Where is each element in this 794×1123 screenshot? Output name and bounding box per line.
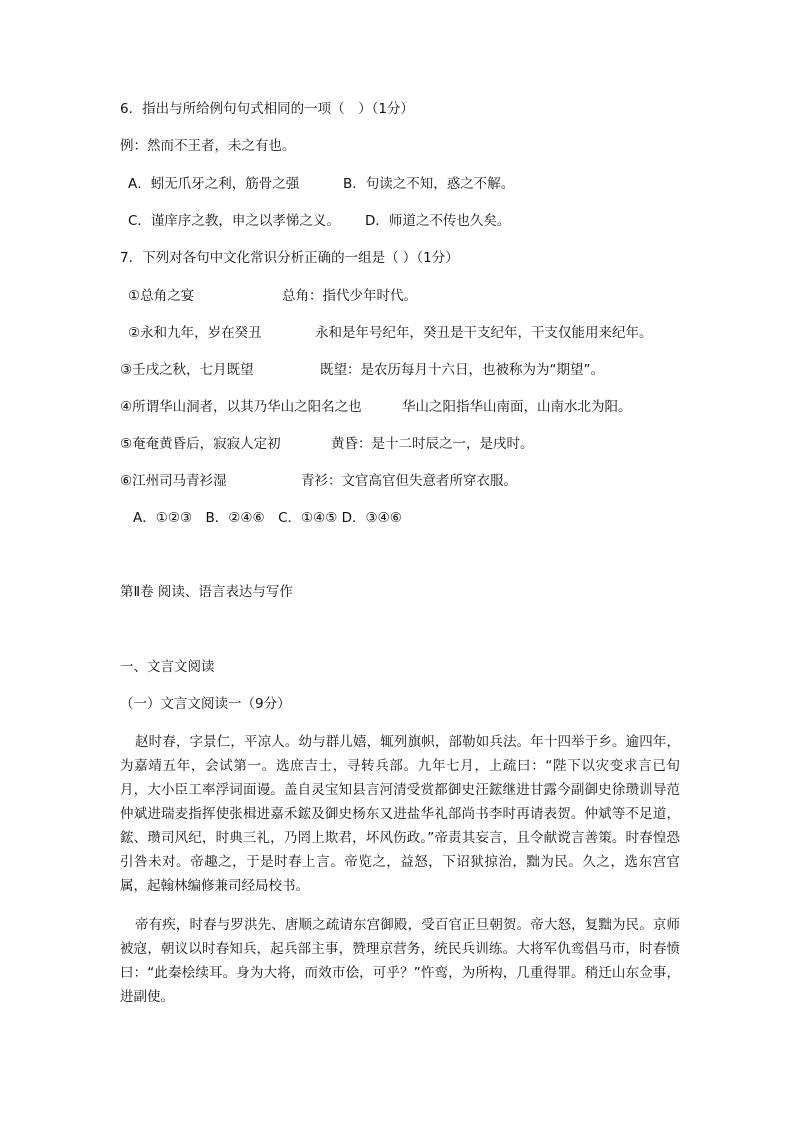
- question-6-example: 例：然而不王者，未之有也。: [120, 138, 296, 154]
- question-6-option-c: C．谨庠序之教，申之以孝悌之义。: [128, 213, 340, 229]
- passage-paragraph-1: 赵时春，字景仁，平凉人。幼与群儿嬉，辄列旗帜，部勒如兵法。年十四举于乡。逾四年，为嘉靖五年，会试第一。选庶吉士，寻转兵部。九年七月，上疏曰：“陛下以灾变求言已旬月，大小臣工率浮词面谩。盖自灵宝知县言河清受赏都御史汪鋐继进甘露今副御史徐瓒训导范仲斌进瑞麦指挥使张楫进嘉禾鋐及御史杨东又进盐华礼部尚书李时再请表贺。仲斌等不足道，鋐、瓒司风纪，时典三礼，乃罔上欺君，坏风伤政。”帝责其妄言，且令献谠言善策。时春惶恐引咎未对。帝趣之，于是时春上言。帝览之，益怒，下诏狱掠治，黜为民。久之，选东宫官属，起翰林编修兼司经局校书。: [120, 734, 680, 894]
- passage-paragraph-2: 帝有疾，时春与罗洪先、唐顺之疏请东宫御殿，受百官正旦朝贺。帝大怒，复黜为民。京师被寇，朝议以时春知兵，起兵部主事，赞理京营务，统民兵训练。大将军仇鸾倡马市，时春愤曰：“此秦桧续耳。身为大将，而效市侩，可乎？”忤鸾，为所构，几重得罪。稍迁山东佥事，进副使。: [120, 917, 680, 1005]
- q7-item-1-sentence: ①总角之宴: [128, 288, 195, 304]
- q7-item-4-note: 华山之阳指华山南面，山南水北为阳。: [402, 399, 632, 415]
- question-6-option-a: A．蚓无爪牙之利，筋骨之强: [128, 176, 300, 192]
- question-6-option-b: B．句读之不知，惑之不解。: [343, 176, 515, 192]
- subsection-1-title: （一）文言文阅读一（9分）: [120, 696, 291, 712]
- q7-item-3-sentence: ③壬戌之秋，七月既望: [120, 362, 254, 378]
- q7-item-3-note: 既望：是农历每月十六日，也被称为为“期望”。: [320, 362, 604, 378]
- section-1-title: 一、文言文阅读: [120, 659, 215, 675]
- question-6-option-d: D．师道之不传也久矣。: [365, 213, 511, 229]
- part-2-title: 第Ⅱ卷 阅读、语言表达与写作: [120, 584, 293, 600]
- q7-item-1-note: 总角：指代少年时代。: [282, 288, 417, 304]
- q7-item-6-sentence: ⑥江州司马青衫湿: [120, 473, 227, 489]
- q7-item-2-note: 永和是年号纪年，癸丑是干支纪年，干支仅能用来纪年。: [315, 325, 653, 341]
- q7-item-2-sentence: ②永和九年，岁在癸丑: [128, 325, 262, 341]
- q7-item-6-note: 青衫：文官高官但失意者所穿衣服。: [301, 473, 517, 489]
- q7-item-5-sentence: ⑤奄奄黄昏后，寂寂人定初: [120, 436, 281, 452]
- question-7-options: A．①②③ B．②④⑥ C．①④⑤ D．③④⑥: [133, 510, 402, 526]
- question-7-stem: 7．下列对各句中文化常识分析正确的一组是（ ）（1分）: [120, 250, 459, 266]
- q7-item-4-sentence: ④所谓华山洞者，以其乃华山之阳名之也: [120, 399, 362, 415]
- question-6-stem: 6．指出与所给例句句式相同的一项（ ）（1分）: [120, 101, 414, 117]
- q7-item-5-note: 黄昏：是十二时辰之一，是戌时。: [331, 436, 534, 452]
